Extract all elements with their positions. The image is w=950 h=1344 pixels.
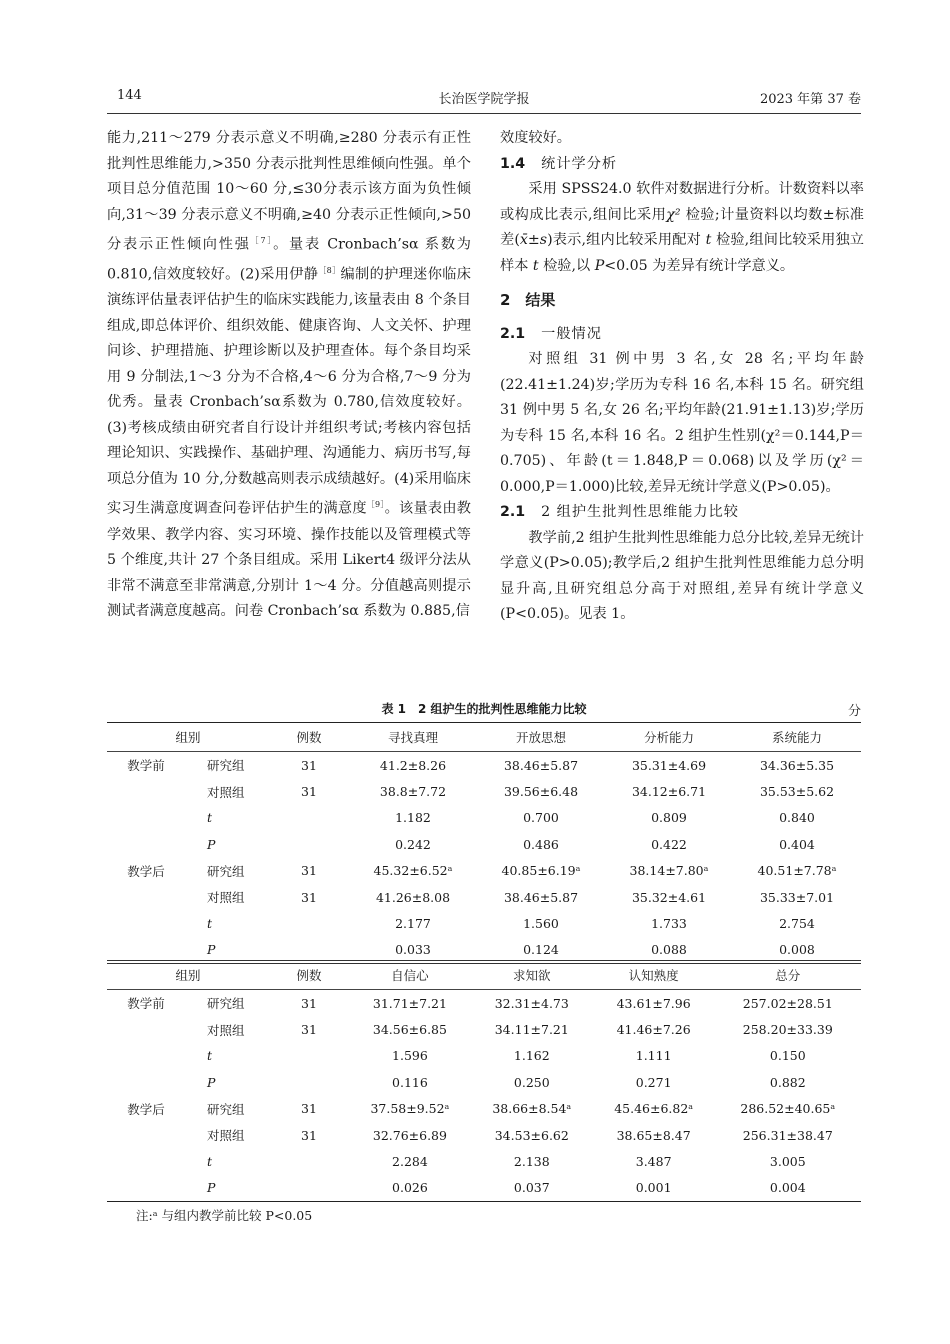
value-cell: 1.162	[513, 1048, 550, 1064]
n-cell	[269, 1175, 349, 1202]
table-row	[107, 1148, 861, 1174]
value-cell: 35.53±5.62	[759, 784, 835, 800]
table-part-2	[107, 960, 861, 1202]
section-2-1-heading: 2.1 一般情况	[500, 325, 602, 342]
value-cell: 45.46±6.82ᵃ	[614, 1101, 694, 1117]
value-cell: 45.32±6.52ᵃ	[373, 863, 453, 879]
value-cell: 38.8±7.72	[379, 784, 447, 800]
value-cell: 38.46±5.87	[503, 889, 579, 905]
group-cell: P	[207, 942, 216, 958]
header-col: 分析能力	[605, 723, 733, 752]
value-cell: 38.46±5.87	[503, 757, 579, 773]
value-cell: 257.02±28.51	[742, 995, 833, 1011]
group-cell: t	[207, 916, 213, 932]
value-cell: 35.31±4.69	[631, 757, 707, 773]
group-cell: 对照组	[207, 784, 245, 800]
table-body	[107, 990, 861, 1202]
value-cell: 0.486	[523, 836, 559, 852]
value-cell: 1.182	[395, 810, 431, 826]
phase-cell	[107, 778, 185, 804]
value-cell: 34.53±6.62	[494, 1127, 569, 1143]
value-cell: 0.124	[523, 942, 559, 958]
value-cell: 32.76±6.89	[372, 1127, 447, 1143]
value-cell: 2.284	[392, 1154, 428, 1170]
value-cell: 41.2±8.26	[379, 757, 447, 773]
value-cell: 38.66±8.54ᵃ	[492, 1101, 572, 1117]
n-cell	[269, 910, 349, 936]
value-cell: 35.33±7.01	[759, 889, 835, 905]
value-cell: 39.56±6.48	[503, 784, 579, 800]
table-row	[107, 1175, 861, 1202]
right-column	[500, 126, 864, 628]
phase-cell	[107, 884, 185, 910]
value-cell: 34.36±5.35	[759, 757, 835, 773]
value-cell: 0.840	[779, 810, 815, 826]
group-cell: 对照组	[207, 1128, 245, 1144]
n-cell: 31	[301, 889, 317, 905]
table-header-row	[107, 723, 861, 752]
results-paragraph: 教学前,2 组护生批判性思维能力总分比较,差异无统计学意义(P>0.05);教学后,2 组护生批判性思维能力总分明显升高,且研究组总分高于对照组,差异有统计学意义(P<0.05)。见表 1。	[500, 529, 864, 622]
left-column	[107, 126, 471, 625]
value-cell: 0.250	[513, 1074, 550, 1090]
n-cell: 31	[301, 1101, 317, 1117]
phase-cell	[107, 1148, 185, 1174]
value-cell: 0.008	[779, 942, 815, 958]
value-cell: 0.242	[395, 836, 431, 852]
value-cell: 0.001	[635, 1180, 672, 1196]
phase-cell: 教学后	[127, 863, 165, 879]
value-cell: 34.56±6.85	[372, 1022, 447, 1038]
section-2-1b-heading: 2.1 2 组护生批判性思维能力比较	[500, 504, 739, 520]
value-cell: 0.150	[769, 1048, 806, 1064]
phase-cell	[107, 831, 185, 857]
phase-cell	[107, 1016, 185, 1042]
value-cell: 1.111	[635, 1048, 672, 1064]
journal-volume: 2023 年第 37 卷	[759, 92, 861, 107]
section-1-4-heading: 1.4 统计学分析	[500, 155, 618, 172]
table-header-row	[107, 961, 861, 990]
value-cell: 0.033	[395, 942, 431, 958]
phase-cell	[107, 1122, 185, 1148]
table-row	[107, 884, 861, 910]
value-cell: 258.20±33.39	[742, 1022, 833, 1038]
table-row	[107, 752, 861, 779]
n-cell: 31	[301, 1022, 317, 1038]
value-cell: 2.177	[395, 916, 431, 932]
value-cell: 3.487	[635, 1154, 672, 1170]
value-cell: 0.088	[651, 942, 687, 958]
value-cell: 0.004	[769, 1180, 806, 1196]
value-cell: 35.32±4.61	[631, 889, 707, 905]
value-cell: 40.51±7.78ᵃ	[757, 863, 837, 879]
value-cell: 1.733	[651, 916, 687, 932]
citation-8: ［8］	[318, 266, 341, 276]
group-cell: 对照组	[207, 890, 245, 906]
value-cell: 256.31±38.47	[742, 1127, 833, 1143]
value-cell: 0.026	[392, 1180, 428, 1196]
value-cell: 34.11±7.21	[494, 1022, 569, 1038]
citation-9: ［9］	[366, 500, 385, 510]
n-cell	[269, 805, 349, 831]
methods-paragraph: 能力,211～279 分表示意义不明确,≥280 分表示有正性批判性思维能力,>350 分表示批判性思维倾向性强。单个项目总分值范围 10～60 分,≤30分表示该方面为负性倾向,31～39 分表示意义不明确,≥40 分表示正性倾向,>50 分表示正性倾向性强$^{[7]}$。量表 Cronbach’sα 系数为 0.810,信效度较好。(2)采用伊静$^{[8]}$编制的护理迷你临床演练评估量表评估护生的临床实践能力,该量表由 8 个条目组成,即总体评价、组织效能、健康咨询、人文关怀、护理问诊、护理措施、护理诊断以及护理查体。每个条目均采用 9 分制法,1～3 分为不合格,4～6 分为合格,7～9 分为优秀。量表 Cronbach’sα系数为 0.780,信效度较好。(3)考核成绩由研究者自行设计并组织考试;考核内容包括理论知识、实践操作、基础护理、沟通能力、病历书写,每项总分值为 10 分,分数越高则表示成绩越好。(4)采用临床实习生满意度调查问卷评估护生的满意度$^{[9]}$。该量表由教学效果、教学内容、实习环境、操作技能以及管理模式等 5 个维度,共计 27 个条目组成。采用 Likert4 级评分法从非常不满意至非常满意,分别计 1～4 分。分值越高则提示测试者满意度越高。问卷 Cronbach’sα 系数为 0.885,信	[107, 130, 471, 620]
page-header	[107, 88, 861, 110]
table-part-1	[107, 722, 861, 964]
phase-cell: 教学前	[127, 758, 165, 774]
phase-cell	[107, 1043, 185, 1069]
n-cell: 31	[301, 863, 317, 879]
header-col: 系统能力	[733, 723, 861, 752]
group-cell: P	[207, 1180, 216, 1196]
table-caption	[107, 700, 861, 718]
value-cell: 32.31±4.73	[494, 995, 569, 1011]
value-cell: 34.12±6.71	[631, 784, 707, 800]
page-number: 144	[117, 88, 142, 103]
group-cell: 研究组	[207, 1101, 245, 1117]
phase-cell	[107, 1175, 185, 1202]
n-cell: 31	[301, 995, 317, 1011]
table-title: 表 1 2 组护生的批判性思维能力比较	[381, 702, 587, 716]
value-cell: 38.14±7.80ᵃ	[629, 863, 709, 879]
table-row	[107, 1016, 861, 1042]
phase-cell	[107, 910, 185, 936]
n-cell	[269, 1148, 349, 1174]
value-cell: 0.422	[651, 836, 687, 852]
journal-title: 长治医学院学报	[438, 92, 530, 107]
group-cell: t	[207, 810, 213, 826]
value-cell: 1.596	[392, 1048, 428, 1064]
header-col: 自信心	[349, 961, 471, 990]
header-rule	[107, 113, 861, 114]
table-row	[107, 1122, 861, 1148]
table-row	[107, 990, 861, 1017]
table-row	[107, 858, 861, 884]
header-col: 总分	[715, 961, 861, 990]
general-info-paragraph: 对照组 31 例中男 3 名,女 28 名;平均年龄(22.41±1.24)岁;学历为专科 16 名,本科 15 名。研究组 31 例中男 5 名,女 26 名;平均年龄(21.91±1.13)岁;学历为专科 15 名,本科 16 名。2 组护生性别(χ²＝0.144,P＝0.705)、年龄(t＝1.848,P＝0.068)以及学历(χ²＝0.000,P＝1.000)比较,差异无统计学意义(P>0.05)。	[500, 351, 864, 495]
value-cell: 0.404	[779, 836, 815, 852]
phase-cell: 教学前	[127, 996, 165, 1012]
table-row	[107, 805, 861, 831]
table-unit: 分	[847, 704, 861, 719]
value-cell: 0.809	[651, 810, 687, 826]
table-row	[107, 1043, 861, 1069]
table-row	[107, 831, 861, 857]
header-n: 例数	[269, 723, 349, 752]
table-row	[107, 910, 861, 936]
value-cell: 40.85±6.19ᵃ	[501, 863, 581, 879]
header-group: 组别	[107, 723, 269, 752]
value-cell: 2.138	[513, 1154, 550, 1170]
value-cell: 0.882	[769, 1074, 806, 1090]
value-cell: 1.560	[523, 916, 559, 932]
group-cell: t	[207, 1154, 213, 1170]
value-cell: 31.71±7.21	[372, 995, 447, 1011]
group-cell: 研究组	[207, 863, 245, 879]
section-2-heading: 2 结果	[500, 291, 556, 309]
group-cell: 研究组	[207, 996, 245, 1012]
value-cell: 37.58±9.52ᵃ	[370, 1101, 450, 1117]
value-cell: 41.26±8.08	[375, 889, 451, 905]
header-n: 例数	[269, 961, 349, 990]
table-body	[107, 752, 861, 964]
header-col: 求知欲	[471, 961, 593, 990]
header-col: 开放思想	[477, 723, 605, 752]
value-cell: 41.46±7.26	[616, 1022, 691, 1038]
value-cell: 0.037	[513, 1180, 550, 1196]
header-col: 认知熟度	[593, 961, 715, 990]
table-note: 注:ᵃ 与组内教学前比较 P<0.05	[136, 1208, 313, 1223]
value-cell: 0.700	[523, 810, 559, 826]
group-cell: P	[207, 1074, 216, 1090]
value-cell: 286.52±40.65ᵃ	[740, 1101, 836, 1117]
value-cell: 43.61±7.96	[616, 995, 691, 1011]
value-cell: 2.754	[779, 916, 815, 932]
group-cell: 对照组	[207, 1022, 245, 1038]
header-group: 组别	[107, 961, 269, 990]
group-cell: t	[207, 1048, 213, 1064]
group-cell: 研究组	[207, 758, 245, 774]
phase-cell: 教学后	[127, 1101, 165, 1117]
table-row	[107, 778, 861, 804]
n-cell	[269, 831, 349, 857]
n-cell	[269, 1069, 349, 1095]
group-cell: P	[207, 836, 216, 852]
citation-7: ［7］	[250, 236, 274, 245]
n-cell: 31	[301, 757, 317, 773]
header-col: 寻找真理	[349, 723, 477, 752]
value-cell: 38.65±8.47	[616, 1127, 691, 1143]
continuation-text: 效度较好。	[500, 130, 571, 146]
n-cell: 31	[301, 784, 317, 800]
value-cell: 0.271	[635, 1074, 672, 1090]
phase-cell	[107, 1069, 185, 1095]
statistics-paragraph: 采用 SPSS24.0 软件对数据进行分析。计数资料以率或构成比表示,组间比采用χ² 检验;计量资料以均数±标准差(x̄±s)表示,组内比较采用配对 t 检验,组间比较采用独立样本 t 检验,以 P<0.05 为差异有统计学意义。	[500, 181, 864, 274]
value-cell: 3.005	[769, 1154, 806, 1170]
table-row	[107, 1069, 861, 1095]
n-cell	[269, 1043, 349, 1069]
table-row	[107, 1096, 861, 1122]
n-cell: 31	[301, 1127, 317, 1143]
phase-cell	[107, 805, 185, 831]
value-cell: 0.116	[392, 1074, 428, 1090]
